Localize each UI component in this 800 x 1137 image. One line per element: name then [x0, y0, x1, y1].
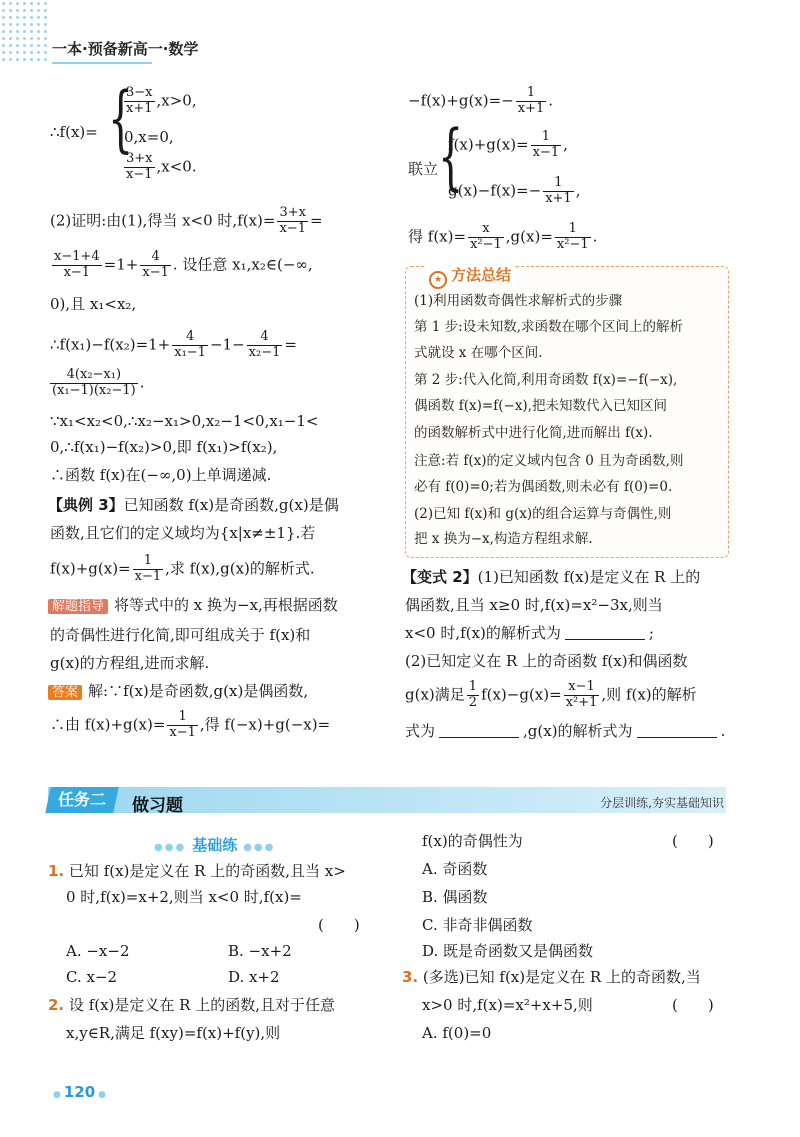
answer-line-1: 答案 解:∵f(x)是奇函数,g(x)是偶函数,	[48, 684, 308, 700]
box-line: 第 1 步:设未知数,求函数在哪个区间上的解析	[414, 319, 684, 335]
task-subtitle: 分层训练,夯实基础知识	[600, 796, 724, 810]
question-2-line-2: x,y∈R,满足 f(xy)=f(x)+f(y),则	[66, 1024, 281, 1042]
system-brace: {	[438, 114, 464, 198]
guide-line-1: 解题指导 将等式中的 x 换为−x,再根据函数	[48, 598, 338, 614]
option-1b[interactable]: B. −x+2	[228, 942, 292, 960]
box-line: 必有 f(0)=0;若为偶函数,则未必有 f(0)=0.	[414, 479, 673, 495]
question-1-paren: ( )	[318, 916, 360, 934]
page-number: ● 120 ●	[53, 1083, 107, 1101]
option-2b[interactable]: B. 偶函数	[422, 888, 488, 906]
proof-line-b: $\frac{x-1+4}{x-1}$ =1+ $\frac{4}{x-1}$ . 设任意 x₁,x₂∈(−∞,	[54, 249, 313, 280]
option-1d[interactable]: D. x+2	[228, 968, 280, 986]
box-line: (2)已知 f(x)和 g(x)的组合运算与奇偶性,则	[414, 506, 672, 522]
corner-dot-pattern	[0, 0, 48, 62]
piece-2: 0,x=0,	[124, 128, 174, 146]
system-eq-2: g(x)−f(x)=− $\frac{1}{x+1}$ ,	[448, 175, 581, 206]
system-eq-1: f(x)+g(x)= $\frac{1}{x-1}$ ,	[448, 129, 568, 160]
option-3a[interactable]: A. f(0)=0	[422, 1024, 492, 1042]
box-line: 偶函数 f(x)=f(−x),把未知数代入已知区间	[414, 398, 667, 414]
question-3-line-2: x>0 时,f(x)=x²+x+5,则	[422, 996, 593, 1014]
practice-subhead: ●●● 基础练 ●●●	[154, 836, 276, 854]
answer-blank	[565, 639, 645, 640]
proof-line-d: ∴f(x₁)−f(x₂)=1+ $\frac{4}{\text{x₁−1}}$ −1− $\frac{4}{\text{x₂−1}}$ =	[50, 329, 297, 360]
variant-2-line-3: x<0 时,f(x)的解析式为 ;	[405, 624, 654, 642]
question-3-paren: ( )	[672, 996, 714, 1014]
proof-line-g: 0,∴f(x₁)−f(x₂)>0,即 f(x₁)>f(x₂),	[50, 438, 278, 456]
variant-2-line-5: g(x)满足 $\frac{1}{2}$ f(x)−g(x)= $\frac{x-1}{\text{x²+1}}$ ,则 f(x)的解析	[405, 679, 697, 710]
proof-line-c: 0),且 x₁<x₂,	[50, 295, 137, 313]
task-label: 任务二	[45, 787, 119, 813]
question-1-line-2: 0 时,f(x)=x+2,则当 x<0 时,f(x)=	[66, 888, 302, 906]
question-3-line-1: 3. (多选)已知 f(x)是定义在 R 上的奇函数,当	[402, 968, 701, 986]
option-1a[interactable]: A. −x−2	[66, 942, 130, 960]
variant-2-line-4: (2)已知定义在 R 上的奇函数 f(x)和偶函数	[405, 652, 688, 670]
result-line: 得 f(x)= $\frac{x}{\text{x²−1}}$ ,g(x)= $\frac{1}{\text{x²−1}}$ .	[408, 221, 598, 252]
box-line: 式就设 x 在哪个区间.	[414, 345, 543, 361]
guide-line-3: g(x)的方程组,进而求解.	[50, 654, 210, 672]
right-line-1: −f(x)+g(x)=− $\frac{1}{x+1}$ .	[408, 85, 554, 116]
piecewise-label: ∴f(x)=	[50, 123, 98, 141]
answer-tag: 答案	[48, 685, 82, 700]
running-header: 一本·预备新高一·数学	[52, 40, 199, 58]
lightbulb-icon: ★	[429, 271, 447, 289]
left-brace: {	[108, 76, 134, 160]
task-title: 做习题	[132, 796, 183, 816]
proof-line-e: $\frac{\text{4(x₂−x₁)}}{\text{(x₁−1)(x₂−1)}}$ .	[52, 367, 145, 398]
answer-line-2: ∴由 f(x)+g(x)= $\frac{1}{x-1}$ ,得 f(−x)+g(−x)=	[50, 709, 331, 740]
box-line: (1)利用函数奇偶性求解析式的步骤	[414, 293, 623, 309]
variant-2-line-6: 式为 ,g(x)的解析式为 .	[405, 722, 726, 740]
proof-line-f: ∵x₁<x₂<0,∴x₂−x₁>0,x₂−1<0,x₁−1<	[50, 412, 319, 430]
box-line: 的函数解析式中进行化简,进而解出 f(x).	[414, 425, 653, 441]
question-1-line-1: 1. 已知 f(x)是定义在 R 上的奇函数,且当 x>	[48, 862, 346, 880]
method-summary-title: ★ 方法总结	[425, 264, 515, 289]
example-3-line-1: 【典例 3】已知函数 f(x)是奇函数,g(x)是偶	[48, 496, 339, 514]
variant-2-line-1: 【变式 2】(1)已知函数 f(x)是定义在 R 上的	[402, 568, 701, 586]
option-2d[interactable]: D. 既是奇函数又是偶函数	[422, 942, 594, 960]
option-2c[interactable]: C. 非奇非偶函数	[422, 916, 533, 934]
proof-line-h: ∴函数 f(x)在(−∞,0)上单调递减.	[50, 466, 272, 484]
question-2-line-1: 2. 设 f(x)是定义在 R 上的函数,且对于任意	[48, 996, 336, 1014]
header-underline	[52, 62, 152, 64]
option-1c[interactable]: C. x−2	[66, 968, 118, 986]
question-2-line-3: f(x)的奇偶性为	[422, 832, 523, 850]
lianli-label: 联立	[408, 160, 439, 178]
box-line: 注意:若 f(x)的定义域内包含 0 且为奇函数,则	[414, 453, 684, 469]
proof-line-a: (2)证明:由(1),得当 x<0 时,f(x)= $\frac{3+x}{x-1}$ =	[50, 205, 323, 236]
question-2-paren: ( )	[672, 832, 714, 850]
guide-line-2: 的奇偶性进行化简,即可组成关于 f(x)和	[50, 626, 311, 644]
example-3-line-2: 函数,且它们的定义域均为{x|x≠±1}.若	[50, 524, 316, 542]
box-line: 第 2 步:代入化简,利用奇函数 f(x)=−f(−x),	[414, 372, 678, 388]
answer-blank	[439, 737, 519, 738]
box-line: 把 x 换为−x,构造方程组求解.	[414, 531, 593, 547]
guide-tag: 解题指导	[48, 599, 108, 614]
example-3-line-3: f(x)+g(x)= $\frac{1}{x-1}$ ,求 f(x),g(x)的解析式.	[50, 553, 315, 584]
option-2a[interactable]: A. 奇函数	[422, 860, 488, 878]
variant-2-line-2: 偶函数,且当 x≥0 时,f(x)=x²−3x,则当	[405, 596, 663, 614]
piece-3: $\frac{3+x}{x-1}$ ,x<0.	[126, 151, 197, 182]
answer-blank	[637, 737, 717, 738]
piece-1: $\frac{3-x}{x+1}$ ,x>0,	[126, 85, 197, 116]
